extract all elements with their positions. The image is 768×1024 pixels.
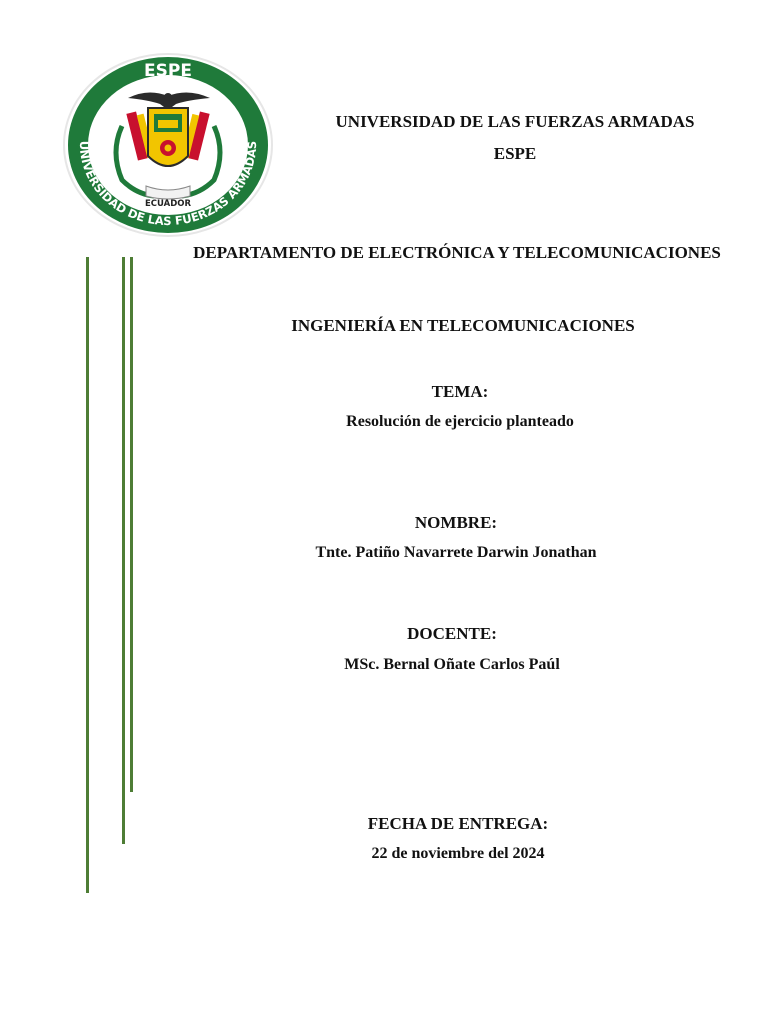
decor-line-2 [122, 257, 125, 844]
decor-line-3 [130, 257, 133, 792]
name-value: Tnte. Patiño Navarrete Darwin Jonathan [315, 544, 597, 561]
university-name: UNIVERSIDAD DE LAS FUERZAS ARMADAS [335, 112, 695, 131]
delivery-label: FECHA DE ENTREGA: [367, 814, 549, 833]
delivery-value: 22 de noviembre del 2024 [371, 845, 545, 862]
career-name: INGENIERÍA EN TELECOMUNICACIONES [291, 316, 635, 335]
espe-logo [62, 52, 274, 238]
name-label: NOMBRE: [414, 513, 498, 532]
teacher-value: MSc. Bernal Oñate Carlos Paúl [344, 656, 560, 673]
university-acronym: ESPE [493, 144, 537, 163]
decor-line-1 [86, 257, 89, 893]
logo-ring-text: UNIVERSIDAD DE LAS FUERZAS ARMADAS [76, 140, 260, 229]
logo-country: ECUADOR [144, 199, 192, 209]
topic-value: Resolución de ejercicio planteado [346, 413, 574, 430]
teacher-label: DOCENTE: [407, 624, 497, 643]
department-name: DEPARTAMENTO DE ELECTRÓNICA Y TELECOMUNICACIONES [193, 243, 721, 262]
topic-label: TEMA: [431, 382, 489, 401]
logo-acronym: ESPE [144, 61, 192, 81]
